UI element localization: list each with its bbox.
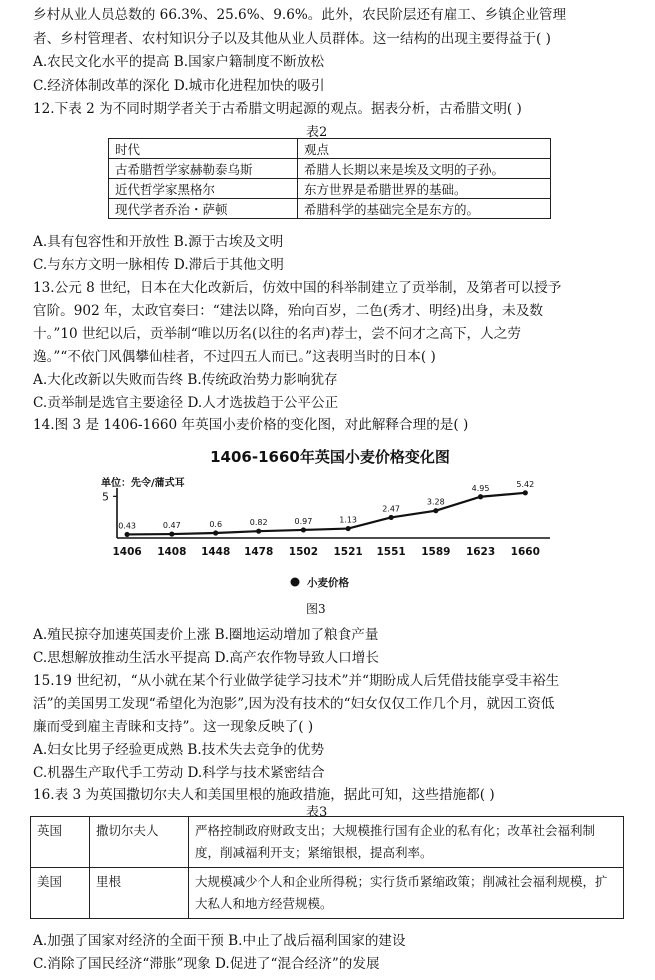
q15-line-3: 廉而受到雇主青睐和支持”。这一现象反映了( ) xyxy=(33,719,314,735)
chart-data-point xyxy=(213,530,218,535)
chart-series-line xyxy=(127,493,525,535)
chart-data-point xyxy=(523,490,528,495)
table-header-cell: 观点 xyxy=(298,139,551,159)
table-cell: 古希腊哲学家赫勒泰乌斯 xyxy=(109,159,298,179)
chart-data-point xyxy=(433,508,438,513)
chart-x-tick-label: 1623 xyxy=(465,546,496,558)
chart-x-tick-label: 1660 xyxy=(510,546,540,558)
q16-option-cd: C.消除了国民经济“滞胀”现象 D.促进了“混合经济”的发展 xyxy=(33,956,380,972)
chart-x-tick-label: 1521 xyxy=(333,546,363,558)
q15-line-2: 活”的美国男工发现“希望化为泡影”,因为没有技术的“妇女仅仅工作几个月，就因工资低 xyxy=(33,696,555,712)
chart-data-label: 1.13 xyxy=(339,515,358,525)
table-3-title: 表3 xyxy=(306,805,328,820)
q15-option-ab: A.妇女比男子经验更成熟 B.技术失去竞争的优势 xyxy=(33,742,325,758)
chart-x-tick-label: 1448 xyxy=(201,546,231,558)
chart-y-unit-label: 单位：先令/蒲式耳 xyxy=(101,478,185,489)
q12-option-cd: C.与东方文明一脉相传 D.滞后于其他文明 xyxy=(33,257,284,273)
table-2-title: 表2 xyxy=(306,125,328,140)
q11-line-2: 者、乡村管理者、农村知识分子以及其他从业人员群体。这一结构的出现主要得益于( ) xyxy=(33,31,551,47)
q11-line-1: 乡村从业人员总数的 66.3%、25.6%、9.6%。此外，农民阶层还有雇工、乡镇企业管理 xyxy=(33,7,567,23)
figure-3-caption: 图3 xyxy=(306,602,326,616)
chart-data-point xyxy=(389,515,394,520)
table-header-cell: 时代 xyxy=(109,139,298,159)
chart-data-point xyxy=(301,527,306,532)
chart-data-point xyxy=(346,526,351,531)
chart-x-tick-label: 1502 xyxy=(288,546,319,558)
table-row xyxy=(109,159,551,179)
chart-x-tick-label: 1589 xyxy=(421,546,451,558)
chart-data-label: 4.95 xyxy=(471,483,490,493)
chart-legend-marker xyxy=(291,578,300,587)
q16-stem: 16.表 3 为英国撒切尔夫人和美国里根的施政措施，据此可知，这些措施都( ) xyxy=(33,787,495,803)
table-cell: 希腊科学的基础完全是东方的。 xyxy=(298,199,551,219)
q14-stem: 14.图 3 是 1406-1660 年英国小麦价格的变化图，对此解释合理的是( ) xyxy=(33,417,469,433)
q15-option-cd: C.机器生产取代手工劳动 D.科学与技术紧密结合 xyxy=(33,765,325,781)
chart-data-label: 2.47 xyxy=(382,504,401,514)
table-row xyxy=(31,868,624,919)
table-cell-country: 美国 xyxy=(31,868,90,919)
chart-data-label: 0.6 xyxy=(209,520,223,529)
chart-data-label: 5.42 xyxy=(516,479,535,489)
q16-option-ab: A.加强了国家对经济的全面干预 B.中止了战后福利国家的建设 xyxy=(33,933,406,949)
table-cell-measures: 大规模减少个人和企业所得税；实行货币紧缩政策；削减社会福利规模，扩大私人和地方经营规模。 xyxy=(189,868,624,919)
q15-line-1: 15.19 世纪初，“从小就在某个行业做学徒学习技术”并“期盼成人后凭借技能享受丰裕生 xyxy=(33,673,560,689)
table-cell: 希腊人长期以来是埃及文明的子孙。 xyxy=(298,159,551,179)
table-cell-measures: 严格控制政府财政支出；大规模推行国有企业的私有化；改革社会福利制度，削减福利开支；紧缩银根，提高利率。 xyxy=(189,817,624,868)
table-row xyxy=(109,139,551,159)
table-cell-leader: 撒切尔夫人 xyxy=(90,817,189,868)
table-cell: 现代学者乔治・萨顿 xyxy=(109,199,298,219)
q14-option-ab: A.殖民掠夺加速英国麦价上涨 B.圈地运动增加了粮食产量 xyxy=(33,627,379,643)
table-cell-leader: 里根 xyxy=(90,868,189,919)
table-3 xyxy=(30,816,624,919)
q11-option-ab: A.农民文化水平的提高 B.国家户籍制度不断放松 xyxy=(33,54,325,70)
table-cell: 东方世界是希腊世界的基础。 xyxy=(298,179,551,199)
q13-option-ab: A.大化改新以失败而告终 B.传统政治势力影响犹存 xyxy=(33,372,338,388)
q14-option-cd: C.思想解放推动生活水平提高 D.高产农作物导致人口增长 xyxy=(33,650,379,666)
chart-x-tick-label: 1406 xyxy=(112,546,142,558)
table-cell-country: 英国 xyxy=(31,817,90,868)
chart-data-label: 0.47 xyxy=(162,521,181,531)
q13-line-1: 13.公元 8 世纪，日本在大化改新后，仿效中国的科举制建立了贡举制，及第者可以授予 xyxy=(33,280,562,296)
table-row xyxy=(31,817,624,868)
chart-data-label: 3.28 xyxy=(426,497,445,507)
chart-data-point xyxy=(169,531,174,536)
chart-data-label: 0.97 xyxy=(294,516,313,526)
q13-line-2: 官阶。902 年，太政官奏曰：“建法以降，殆向百岁，二色(秀才、明经)出身，未及数 xyxy=(33,303,544,319)
q12-stem: 12.下表 2 为不同时期学者关于古希腊文明起源的观点。据表分析，古希腊文明( ) xyxy=(33,101,522,117)
chart-x-tick-label: 1408 xyxy=(157,546,187,558)
q13-option-cd: C.贡举制是选官主要途径 D.人才选拔趋于公平公正 xyxy=(33,395,339,411)
q13-line-3: 十。”10 世纪以后，贡举制“唯以历名(以往的名声)荐士，尝不问才之高下，人之劳 xyxy=(33,326,521,342)
table-2 xyxy=(108,138,551,219)
table-cell: 近代哲学家黑格尔 xyxy=(109,179,298,199)
chart-data-point xyxy=(125,532,130,537)
chart-data-label: 0.43 xyxy=(118,521,137,531)
chart-data-point xyxy=(256,529,261,534)
wheat-price-chart xyxy=(95,438,565,598)
table-row xyxy=(109,199,551,219)
chart-data-point xyxy=(478,494,483,499)
chart-data-label: 0.82 xyxy=(249,518,268,528)
chart-title: 1406-1660年英国小麦价格变化图 xyxy=(210,448,450,466)
chart-legend-label: 小麦价格 xyxy=(307,577,349,589)
q12-option-ab: A.具有包容性和开放性 B.源于古埃及文明 xyxy=(33,234,284,250)
chart-x-tick-label: 1551 xyxy=(376,546,406,558)
chart-y-tick-label: 5 xyxy=(102,490,109,504)
table-row xyxy=(109,179,551,199)
q13-line-4: 逸。”“不依门风偶攀仙桂者，不过四五人而已。”这表明当时的日本( ) xyxy=(33,349,436,365)
chart-x-tick-label: 1478 xyxy=(244,546,274,558)
q11-option-cd: C.经济体制改革的深化 D.城市化进程加快的吸引 xyxy=(33,78,325,94)
